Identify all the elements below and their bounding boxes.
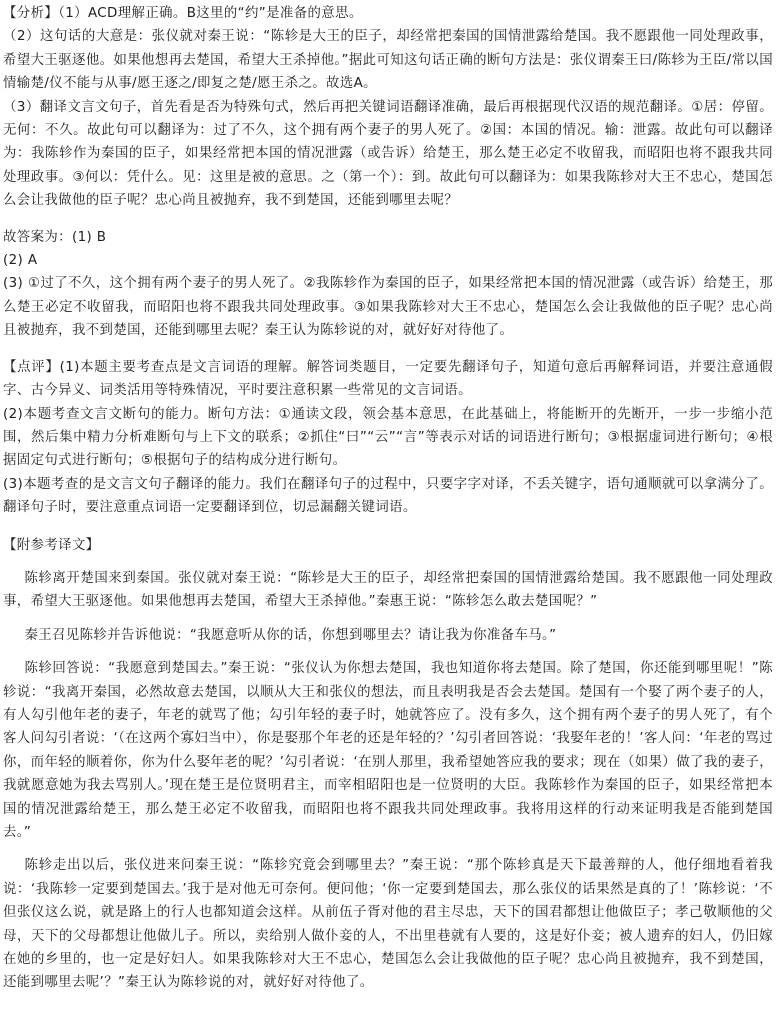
translation-p2: 秦王召见陈轸并告诉他说：“我愿意听从你的话，你想到哪里去？请让我为你准备车马。” <box>24 627 557 643</box>
comment-p2: (2)本题考查文言文断句的能力。断句方法：①通读文段，领会基本意思，在此基础上，将能断开的先断开，一步一步缩小范围，然后集中精力分析难断句与上下文的联系；②抓住“曰”“云”“言”等表示对话的词语进行断句；③根据虚词进行断句；④根据固定句式进行断句；⑤根据句子的结构成分进行断句。 <box>3 406 773 469</box>
analysis-p2: （2）这句话的大意是：张仪就对秦王说：“陈轸是大王的臣子，却经常把秦国的国情泄露给楚国。我不愿跟他一同处理政事，希望大王驱逐他。如果他想再去楚国，希望大王杀掉他。”据此可知这句话正确的断句方法是：张仪谓秦王曰/陈轸为王臣/常以国情输楚/仪不能与从事/愿王逐之/即复之楚/愿王杀之。故选A。 <box>3 29 773 92</box>
analysis-p1 <box>3 2 773 25</box>
comment-p1 <box>3 356 773 403</box>
translation-label: 【附参考译文】 <box>3 537 100 553</box>
comment-label: 【点评】 <box>3 359 60 375</box>
analysis-p3: （3）翻译文言文句子，首先看是否为特殊句式，然后再把关键词语翻译准确，最后再根据现代汉语的规范翻译。①居：停留。无何：不久。故此句可以翻译为：过了不久，这个拥有两个妻子的男人死了。②国：本国的情况。输：泄露。故此句可以翻译为：我陈轸作为秦国的臣子，如果经常把本国的情况泄露（或告诉）给楚王，那么楚王必定不收留我，而昭阳也将不跟我共同处理政事。③何以：凭什么。见：这里是被的意思。之（第一个）：到。故此句可以翻译为：如果我陈轸对大王不忠心，楚国怎么会让我做他的臣子呢？忠心尚且被抛弃，我不到楚国，还能到哪里去呢？ <box>3 99 774 209</box>
analysis-p1-text: （1）ACD理解正确。B这里的“约”是准备的意思。 <box>58 6 363 21</box>
comment-p1-text: (1)本题主要考查点是文言词语的理解。解答词类题目，一定要先翻译句子，知道句意后再解释词语，并要注意通假字、古今异义、词类活用等特殊情况，平时要注意积累一些常见的文言词语。 <box>3 359 773 399</box>
translation-p4: 陈轸走出以后，张仪进来问秦王说：“陈轸究竟会到哪里去？”秦王说：“那个陈轸真是天下最善辩的人，他仔细地看着我说：‘我陈轸一定要到楚国去。’我于是对他无可奈何。便问他；‘你一定要到楚国去，那么张仪的话果然是真的了！’陈轸说：‘不但张仪这么说，就是路上的行人也都知道会这样。从前伍子胥对他的君主尽忠，天下的国君都想让他做臣子；孝己敬顺他的父母，天下的父母都想让他做儿子。所以，卖给别人做仆妾的人，不出里巷就有人要的，这是好仆妾；被人遗弃的妇人，仍旧嫁在她的乡里的，也一定是好妇人。如果我陈轸对大王不忠心，楚国怎么会让我做他的臣子呢？忠心尚且被抛弃，我不到楚国，还能到哪里去呢’？”秦王认为陈轸说的对，就好好对待他了。 <box>3 858 773 991</box>
translation-p3: 陈轸回答说：“我愿意到楚国去。”秦王说：“张仪认为你想去楚国，我也知道你将去楚国。除了楚国，你还能到哪里呢！”陈轸说：“我离开秦国，必然故意去楚国，以顺从大王和张仪的想法，而且表明我是否会去楚国。楚国有一个娶了两个妻子的人，有人勾引他年老的妻子，年老的就骂了他；勾引年轻的妻子时，她就答应了。没有多久，这个拥有两个妻子的男人死了，有个客人问勾引者说：‘（在这两个寡妇当中），你是娶那个年老的还是年轻的？’勾引者回答说：‘我娶年老的！’客人问：‘年老的骂过你，而年轻的顺着你，你为什么娶年老的呢？’勾引者说：‘在别人那里，我希望她答应我的要求；现在（如果）做了我的妻子，我就愿意她为我去骂别人。’现在楚王是位贤明君主，而宰相昭阳也是一位贤明的大臣。我陈轸作为秦国的臣子，如果经常把本国的情况泄露给楚王，那么楚王必定不收留我，而昭阳也将不跟我共同处理政事。我将用这样的行动来证明我是否能到楚国去。” <box>3 661 773 840</box>
answer-intro: 故答案为：(1) B <box>3 229 107 245</box>
translation-p1: 陈轸离开楚国来到秦国。张仪就对秦王说：“陈轸是大王的臣子，却经常把秦国的国情泄露给楚国。我不愿跟他一同处理政事，希望大王驱逐他。如果他想再去楚国，希望大王杀掉他。”秦惠王说：“陈轸怎么敢去楚国呢？” <box>3 570 773 610</box>
analysis-label: 【分析】 <box>3 6 59 21</box>
answer-3: (3) ①过了不久，这个拥有两个妻子的男人死了。②我陈轸作为秦国的臣子，如果经常把本国的情况泄露（或告诉）给楚王，那么楚王必定不收留我，而昭阳也将不跟我共同处理政事。③如果我陈轸对大王不忠心，楚国怎么会让我做他的臣子呢？忠心尚且被抛弃，我不到楚国，还能到哪里去呢？秦王认为陈轸说的对，就好好对待他了。 <box>3 276 774 339</box>
comment-p3: (3)本题考查的是文言文句子翻译的能力。我们在翻译句子的过程中，只要字字对译，不丢关键字，语句通顺就可以拿满分了。翻译句子时，要注意重点词语一定要翻译到位，切忌漏翻关键词语。 <box>3 476 773 516</box>
answer-2: (2) A <box>3 253 38 269</box>
